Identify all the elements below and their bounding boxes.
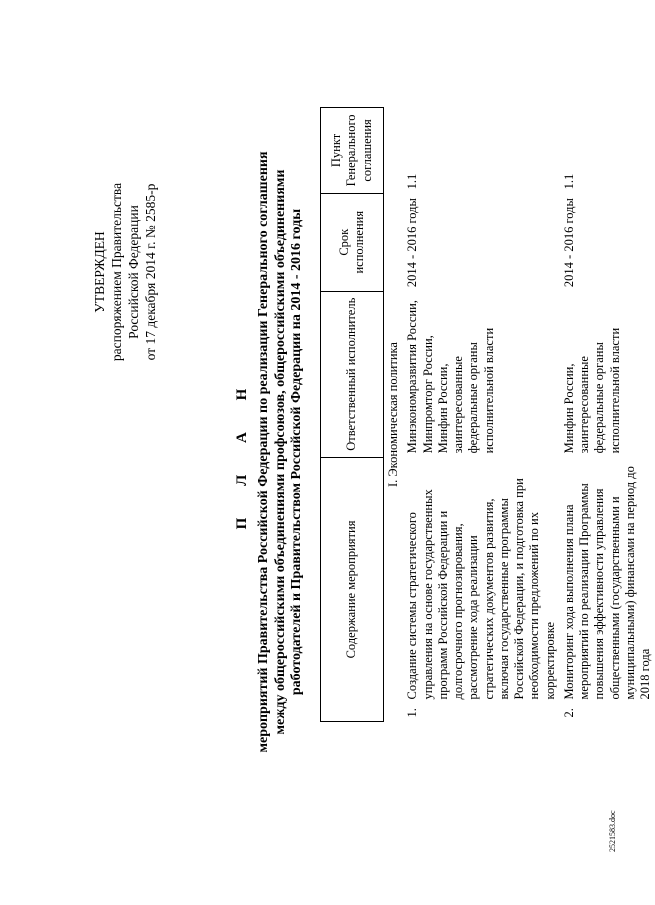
row-content: Создание системы стратегического управления на основе государственных программ Российской Федерации и долгосрочного прогнозирования, рассмотрение хода реализации стратегических документов развития, включая государственные программы Российской Федерации, и подготовка при необходимости предложений по их корректировке [405, 478, 557, 700]
page-subtitle [256, 72, 306, 832]
deadline-cell: 2014 - 2016 годы [405, 198, 420, 288]
approval-line: распоряжением Правительства [108, 182, 124, 362]
approval-stamp [92, 142, 160, 402]
approval-line: УТВЕРЖДЕН [92, 231, 107, 313]
table-row [560, 108, 655, 722]
column-header-responsible: Ответственный исполнитель [321, 291, 384, 457]
content-cell [560, 457, 655, 721]
approval-line: от 17 декабря 2014 г. № 2585-р [142, 183, 158, 361]
section-row [384, 108, 404, 722]
clause-cell: 1.1 [561, 173, 576, 190]
subtitle-line: мероприятий Правительства Российской Федерации по реализации Генерального соглашения [256, 151, 271, 753]
subtitle-line: между общероссийскими объединениями профсоюзов, общероссийскими объединениями [272, 169, 288, 735]
approval-line: Российской Федерации [125, 205, 141, 339]
clause-cell: 1.1 [405, 173, 420, 190]
content-cell [403, 457, 560, 721]
row-number: 1. [405, 708, 420, 718]
table-row [403, 108, 560, 722]
section-heading: I. Экономическая политика [386, 342, 400, 487]
row-number: 2. [561, 708, 576, 718]
page-title: П Л А Н [234, 374, 250, 530]
responsible-cell: Минэкономразвития России, Минпромторг России, Минфин России, заинтересованные федеральные органы исполнительной власти [405, 300, 496, 454]
column-header-clause: Пункт Генерального соглашения [321, 108, 384, 194]
table-header-row [321, 108, 384, 722]
subtitle-line: работодателей и Правительством Российской Федерации на 2014 - 2016 годы [289, 208, 305, 696]
column-header-deadline: Срок исполнения [321, 193, 384, 291]
deadline-cell: 2014 - 2016 годы [561, 198, 576, 288]
document-code: 2521583.doc [608, 810, 617, 852]
row-content: Мониторинг хода выполнения плана мероприятий по реализации Программы повышения эффективности управления общественными (государственными и муниципальными) финансами на период до 2018 года [561, 466, 652, 700]
responsible-cell: Минфин России, заинтересованные федеральные органы исполнительной власти [561, 327, 622, 454]
plan-table [320, 107, 655, 722]
rotated-sheet [20, 12, 652, 892]
column-header-content: Содержание мероприятия [321, 457, 384, 721]
